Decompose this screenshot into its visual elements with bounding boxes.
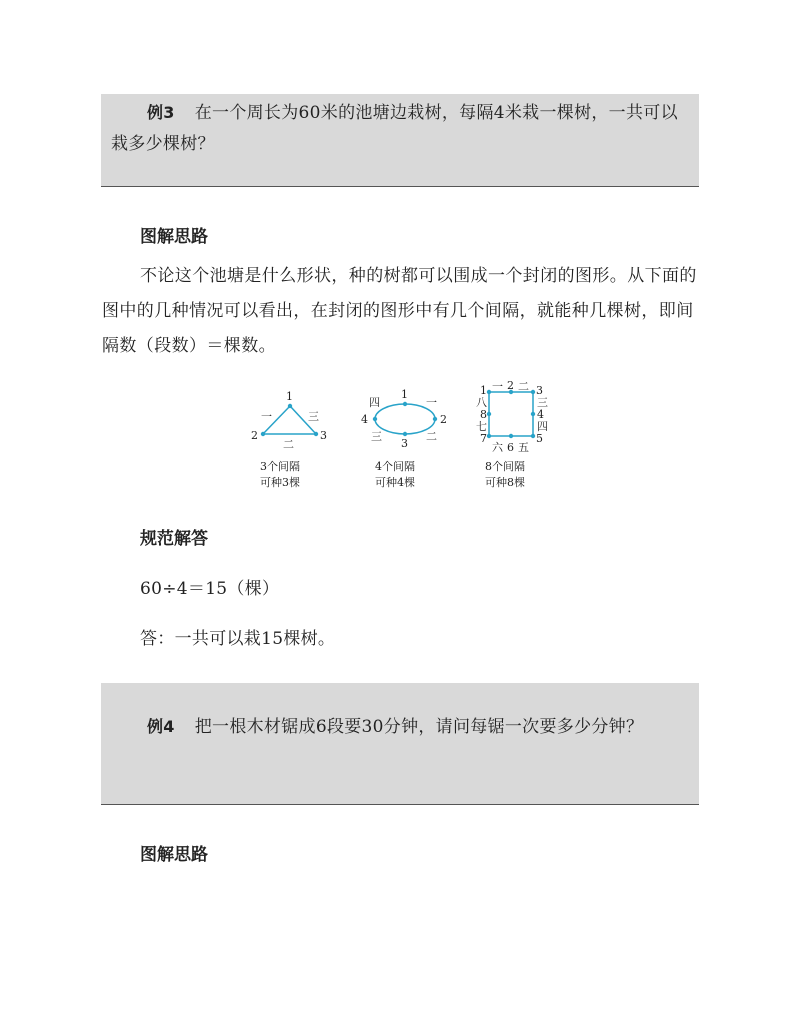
ellipse-segment-label: 一 bbox=[426, 396, 437, 409]
square-segment-label: 四 bbox=[537, 420, 548, 433]
example-4-text bbox=[111, 711, 689, 743]
square-shape bbox=[489, 392, 533, 436]
triangle-point bbox=[261, 432, 265, 436]
triangle-segment-label: 一 bbox=[261, 410, 272, 423]
square-point-label: 4 bbox=[537, 408, 544, 421]
triangle-segment-label: 二 bbox=[283, 438, 294, 451]
ellipse-point bbox=[403, 432, 407, 436]
example-4-box bbox=[101, 683, 699, 805]
square-point bbox=[487, 412, 491, 416]
explanation-paragraph: 不论这个池塘是什么形状，种的树都可以围成一个封闭的图形。从下面的图中的几种情况可以看出，在封闭的图形中有几个间隔，就能种几棵树，即间隔数（段数）＝棵数。 bbox=[102, 266, 697, 356]
square-point-label: 3 bbox=[536, 384, 543, 397]
square-point bbox=[531, 390, 535, 394]
square-segment-label: 五 bbox=[518, 441, 529, 454]
ellipse-point-label: 3 bbox=[401, 437, 408, 450]
section-heading-diagram-thinking: 图解思路 bbox=[140, 227, 208, 247]
square-segment-label: 七 bbox=[476, 420, 487, 433]
ellipse-diagram bbox=[361, 388, 447, 489]
square-point-label: 5 bbox=[536, 432, 543, 445]
section-heading-standard-answer: 规范解答 bbox=[140, 529, 208, 549]
triangle-point-label: 3 bbox=[320, 429, 327, 442]
ellipse-caption: 可种4棵 bbox=[375, 476, 415, 489]
square-segment-label: 一 bbox=[492, 380, 503, 393]
ellipse-point-label: 2 bbox=[440, 413, 447, 426]
triangle-segment-label: 三 bbox=[308, 410, 319, 423]
square-point-label: 6 bbox=[507, 441, 514, 454]
square-point bbox=[531, 412, 535, 416]
square-point-label: 7 bbox=[480, 432, 487, 445]
ellipse-segment-label: 二 bbox=[426, 430, 437, 443]
square-point-label: 1 bbox=[480, 384, 487, 397]
square-segment-label: 六 bbox=[492, 441, 503, 454]
square-point bbox=[487, 390, 491, 394]
triangle-diagram bbox=[251, 390, 327, 489]
triangle-caption: 3个间隔 bbox=[260, 460, 300, 473]
example-4-label: 例4 bbox=[147, 717, 175, 736]
square-diagram bbox=[476, 379, 548, 489]
solution-equation: 60÷4＝15（棵） bbox=[140, 579, 280, 599]
square-segment-label: 三 bbox=[537, 396, 548, 409]
triangle-point bbox=[314, 432, 318, 436]
square-segment-label: 二 bbox=[518, 380, 529, 393]
triangle-caption: 可种3棵 bbox=[260, 476, 300, 489]
ellipse-segment-label: 四 bbox=[369, 396, 380, 409]
square-point-label: 2 bbox=[507, 379, 514, 392]
interval-figure bbox=[240, 378, 570, 493]
example-3-question: 在一个周长为60米的池塘边栽树，每隔4米栽一棵树，一共可以栽多少棵树？ bbox=[111, 103, 678, 154]
example-3-label: 例3 bbox=[147, 103, 175, 122]
ellipse-point-label: 1 bbox=[401, 388, 408, 401]
square-segment-label: 八 bbox=[476, 396, 487, 409]
ellipse-point bbox=[403, 402, 407, 406]
section-heading-diagram-thinking-2: 图解思路 bbox=[140, 845, 208, 865]
square-point bbox=[531, 434, 535, 438]
triangle-point bbox=[288, 404, 292, 408]
square-point bbox=[487, 434, 491, 438]
square-point bbox=[509, 434, 513, 438]
ellipse-point bbox=[433, 417, 437, 421]
ellipse-point bbox=[373, 417, 377, 421]
ellipse-caption: 4个间隔 bbox=[375, 460, 415, 473]
solution-answer: 答：一共可以栽15棵树。 bbox=[140, 629, 336, 649]
square-caption: 8个间隔 bbox=[485, 460, 525, 473]
square-caption: 可种8棵 bbox=[485, 476, 525, 489]
example-3-box bbox=[101, 94, 699, 187]
example-3-text bbox=[111, 97, 689, 160]
example-4-question: 把一根木材锯成6段要30分钟，请问每锯一次要多少分钟？ bbox=[194, 717, 644, 737]
ellipse-segment-label: 三 bbox=[371, 430, 382, 443]
triangle-point-label: 2 bbox=[251, 429, 258, 442]
square-point-label: 8 bbox=[480, 408, 487, 421]
ellipse-point-label: 4 bbox=[361, 413, 368, 426]
triangle-point-label: 1 bbox=[286, 390, 293, 403]
